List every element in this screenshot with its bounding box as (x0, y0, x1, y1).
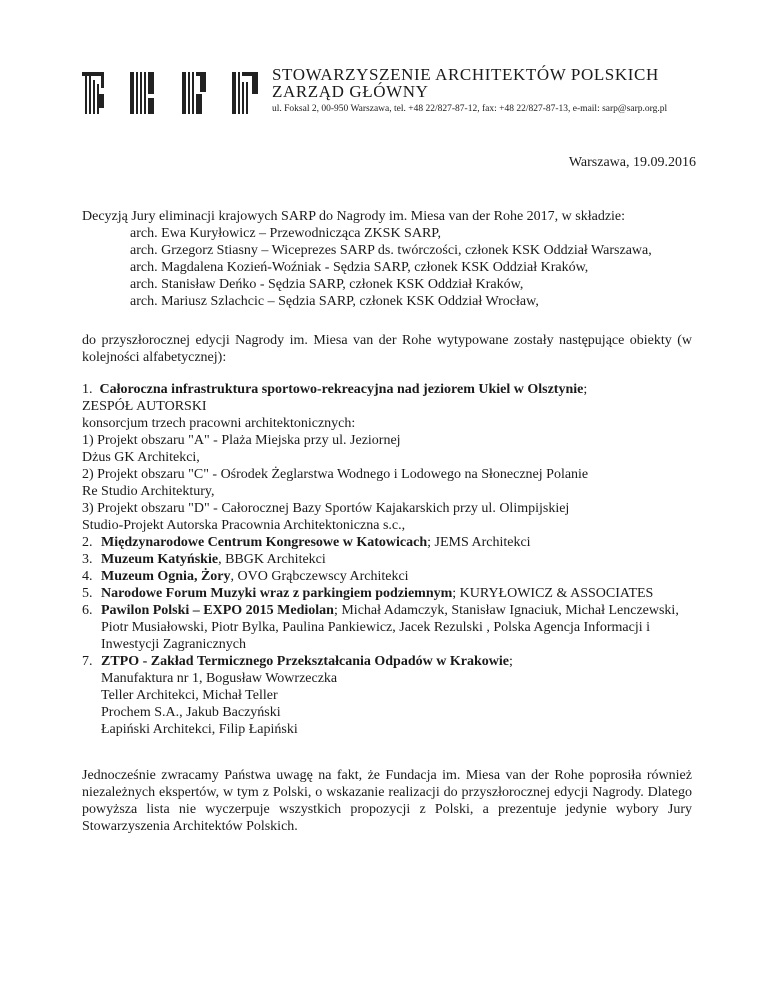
list-item (82, 653, 692, 738)
item-1-heading (82, 381, 692, 398)
jury-member: arch. Grzegorz Stiasny – Wiceprezes SARP ds. twórczości, członek KSK Oddział Warszawa, (130, 243, 652, 258)
jury-list (82, 225, 692, 310)
list-item (82, 381, 692, 534)
item-number: 5. (82, 586, 93, 601)
item-7-detail: Manufaktura nr 1, Bogusław Wowrzeczka (101, 671, 338, 686)
item-number: 6. (82, 603, 93, 618)
item-1-detail: ZESPÓŁ AUTORSKI (82, 399, 207, 414)
item-number: 4. (82, 569, 93, 584)
selection-paragraph: do przyszłorocznej edycji Nagrody im. Miesa van der Rohe wytypowane zostały następujące obiekty (w kolejności alfabetycznej): (82, 333, 692, 365)
list-item (82, 534, 692, 551)
jury-member: arch. Magdalena Kozień-Woźniak - Sędzia SARP, członek KSK Oddział Kraków, (130, 260, 589, 275)
organization-address: ul. Foksal 2, 00-950 Warszawa, tel. +48 22/827-87-12, fax: +48 22/827-87-13, e-mail: sarp@sarp.org.pl (272, 104, 668, 114)
item-7-detail: Łapiński Architekci, Filip Łapiński (101, 722, 298, 737)
item-number: 1. (82, 382, 93, 397)
closing-paragraph: Jednocześnie zwracamy Państwa uwagę na fakt, że Fundacja im. Miesa van der Rohe poprosiła również niezależnych ekspertów, w tym z Polski, o wskazanie realizacji do przyszłorocznej edycji Nagrody. Dlatego powyższa lista nie wyczerpuje wszystkich propozycji z Polski, a prezentuje jedynie wybory Jury Stowarzyszenia Architektów Polskich. (82, 768, 692, 834)
item-authors: , BBGK Architekci (218, 552, 326, 567)
item-1-detail: Re Studio Architektury, (82, 484, 215, 499)
item-number: 7. (82, 654, 93, 669)
organization-name (272, 66, 742, 100)
list-item (82, 602, 692, 653)
item-1-detail: 2) Projekt obszaru "C" - Ośrodek Żeglarstwa Wodnego i Lodowego na Słonecznej Polanie (82, 467, 589, 482)
item-authors: ; Michał Adamczyk, Stanisław Ignaciuk, Michał Lenczewski, Piotr Musiałowski, Piotr Bylka, Paulina Pankiewicz, Jacek Rezulski , Polska Agencja Informacji i Inwestycji Zagranicznych (101, 603, 679, 652)
jury-member: arch. Stanisław Deńko - Sędzia SARP, członek KSK Oddział Kraków, (130, 277, 524, 292)
item-1-detail: 3) Projekt obszaru "D" - Całorocznej Bazy Sportów Kajakarskich przy ul. Olimpijskiej (82, 501, 570, 516)
list-item (82, 551, 692, 568)
jury-member: arch. Mariusz Szlachcic – Sędzia SARP, członek KSK Oddział Wrocław, (130, 294, 539, 309)
jury-member: arch. Ewa Kuryłowicz – Przewodnicząca ZKSK SARP, (130, 226, 442, 241)
item-title: Narodowe Forum Muzyki wraz z parkingiem podziemnym (101, 586, 453, 601)
item-title-tail: ; (508, 654, 513, 669)
item-title: Muzeum Katyńskie (101, 552, 219, 567)
item-1-detail: Studio-Projekt Autorska Pracownia Architektoniczna s.c., (82, 518, 406, 533)
item-7-detail: Teller Architekci, Michał Teller (101, 688, 278, 703)
organization-title: STOWARZYSZENIE ARCHITEKTÓW POLSKICH (272, 65, 659, 84)
item-1-detail: 1) Projekt obszaru "A" - Plaża Miejska przy ul. Jeziornej (82, 433, 401, 448)
item-title: ZTPO - Zakład Termicznego Przekształcania Odpadów w Krakowie (101, 654, 509, 669)
item-number: 2. (82, 535, 93, 550)
item-authors: ; KURYŁOWICZ & ASSOCIATES (452, 586, 654, 601)
nominated-works-list (82, 381, 692, 738)
item-title: Całoroczna infrastruktura sportowo-rekreacyjna nad jeziorem Ukiel w Olsztynie (99, 382, 584, 397)
item-authors: ; JEMS Architekci (427, 535, 531, 550)
item-title: Muzeum Ognia, Żory (101, 569, 231, 584)
item-1-detail: konsorcjum trzech pracowni architektonicznych: (82, 416, 356, 431)
sarp-logo (82, 72, 262, 114)
organization-subtitle: ZARZĄD GŁÓWNY (272, 82, 429, 101)
item-1-detail: Dżus GK Architekci, (82, 450, 200, 465)
list-item (82, 568, 692, 585)
item-number: 3. (82, 552, 93, 567)
item-title: Pawilon Polski – EXPO 2015 Mediolan (101, 603, 334, 618)
item-title: Międzynarodowe Centrum Kongresowe w Katowicach (101, 535, 428, 550)
item-7-detail: Prochem S.A., Jakub Baczyński (101, 705, 281, 720)
list-item (82, 585, 692, 602)
item-authors: , OVO Grąbczewscy Architekci (230, 569, 409, 584)
item-title-tail: ; (583, 382, 588, 397)
intro-section (82, 208, 692, 310)
document-date: Warszawa, 19.09.2016 (568, 155, 696, 170)
intro-lead: Decyzją Jury eliminacji krajowych SARP do Nagrody im. Miesa van der Rohe 2017, w składzie: (82, 209, 626, 224)
